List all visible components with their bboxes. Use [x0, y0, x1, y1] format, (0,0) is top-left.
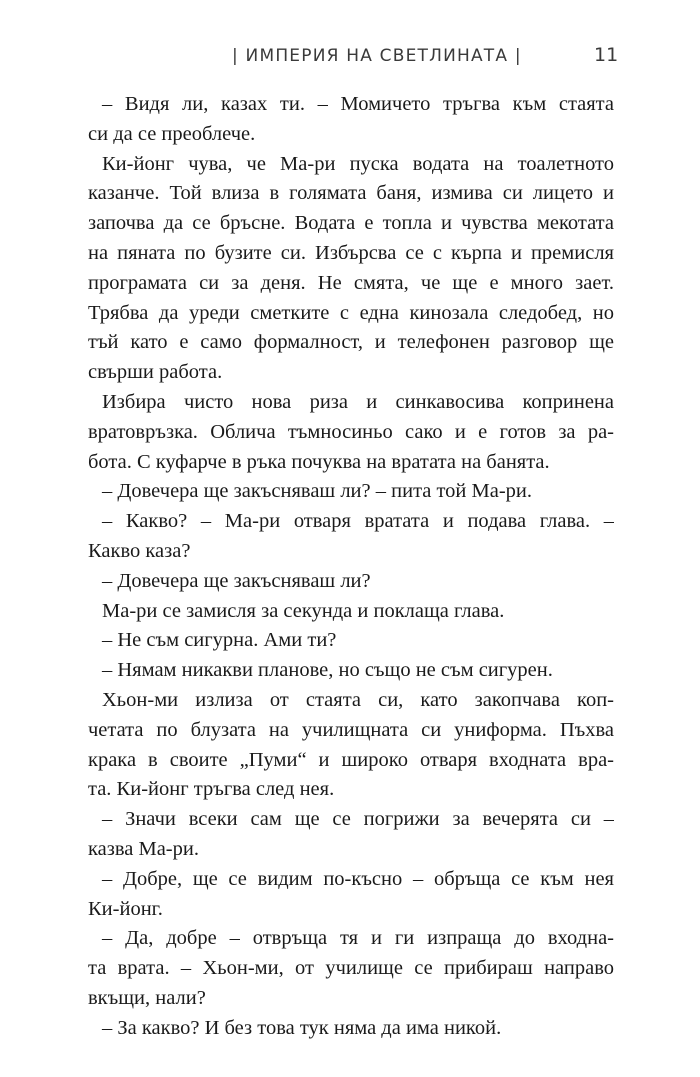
- text-line: бота. С куфарче в ръка почуква на вратата на банята.: [88, 450, 550, 473]
- text-line: Избира чисто нова риза и синкавосива копринена: [102, 390, 614, 413]
- text-line: – Значи всеки сам ще се погрижи за вечерята си –: [102, 808, 614, 831]
- page-number: 11: [594, 44, 619, 66]
- text-line: казанче. Той влиза в голямата баня, измива си лицето и: [88, 182, 614, 205]
- text-line: – Довечера ще закъсняваш ли?: [102, 569, 371, 592]
- text-line: вкъщи, нали?: [88, 986, 206, 1009]
- text-line: – Не съм сигурна. Ами ти?: [102, 629, 337, 652]
- running-head: | ИМПЕРИЯ НА СВЕТЛИНАТА |: [232, 46, 522, 66]
- text-line: та врата. – Хьон-ми, от училище се прибираш направо: [88, 957, 614, 980]
- text-line: крака в своите „Пуми“ и широко отваря входната вра-: [88, 748, 614, 771]
- text-line: Ки-йонг.: [88, 897, 163, 920]
- text-line: – За какво? И без това тук няма да има никой.: [102, 1016, 502, 1039]
- text-line: – Нямам никакви планове, но също не съм сигурен.: [102, 659, 553, 682]
- text-line: програмата си за деня. Не смята, че ще е много зает.: [88, 271, 614, 294]
- text-line: та. Ки-йонг тръгва след нея.: [88, 778, 335, 801]
- text-line: Ма-ри се замисля за секунда и поклаща глава.: [102, 599, 505, 622]
- text-line: на пяната по бузите си. Избърсва се с кърпа и премисля: [88, 241, 614, 264]
- text-line: Какво каза?: [88, 539, 191, 562]
- text-line: тъй като е само формалност, и телефонен разговор ще: [88, 331, 614, 354]
- text-line: Хьон-ми излиза от стаята си, като закопчава коп-: [102, 688, 614, 711]
- text-line: Ки-йонг чува, че Ма-ри пуска водата на тоалетното: [102, 152, 614, 175]
- text-line: четата по блузата на училищната си униформа. Пъхва: [88, 718, 614, 741]
- text-line: казва Ма-ри.: [88, 837, 199, 860]
- body-text: [88, 90, 614, 1044]
- page-header: [0, 40, 700, 70]
- text-line: – Видя ли, казах ти. – Момичето тръгва към стаята: [102, 93, 614, 115]
- text-line: – Какво? – Ма-ри отваря вратата и подава глава. –: [102, 510, 614, 533]
- text-line: свърши работа.: [88, 361, 223, 384]
- text-line: вратовръзка. Облича тъмносиньо сако и е готов за ра-: [88, 420, 614, 443]
- text-line: Трябва да уреди сметките с една кинозала следобед, но: [88, 301, 614, 324]
- text-line: си да се преоблече.: [88, 122, 256, 145]
- text-line: започва да се бръсне. Водата е топла и чувства мекотата: [88, 212, 614, 235]
- text-line: – Да, добре – отвръща тя и ги изпраща до входна-: [102, 927, 614, 950]
- text-line: – Добре, ще се видим по-късно – обръща се към нея: [102, 867, 614, 890]
- text-line: – Довечера ще закъсняваш ли? – пита той Ма-ри.: [102, 480, 533, 503]
